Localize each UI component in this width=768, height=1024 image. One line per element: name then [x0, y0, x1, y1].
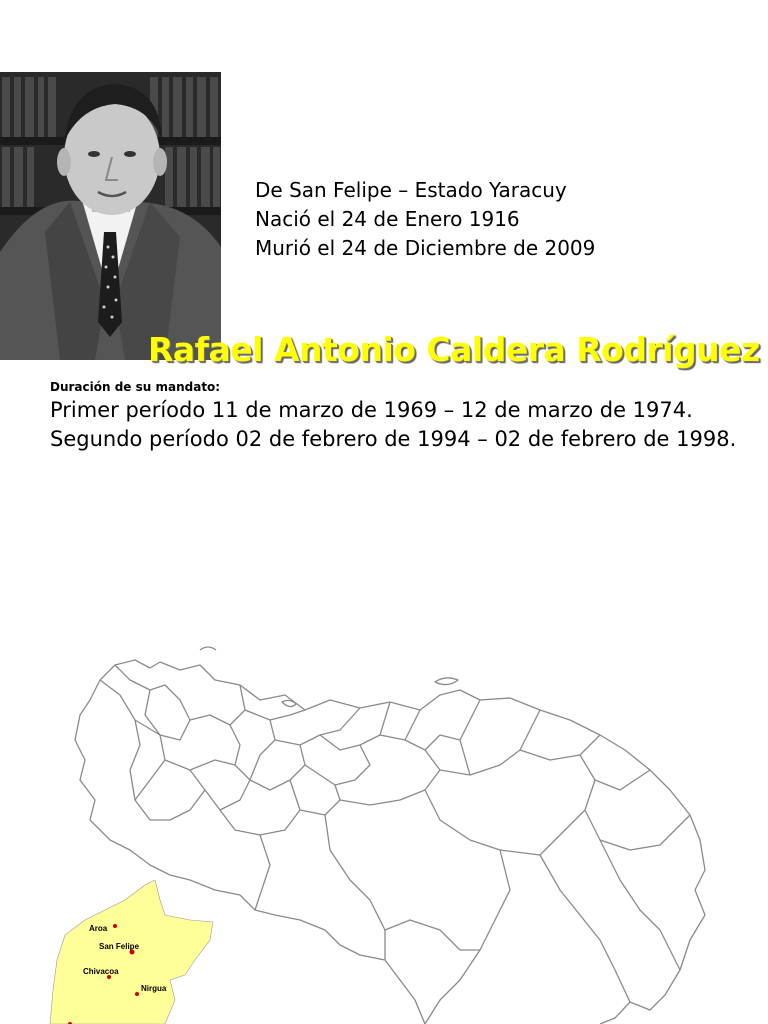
portrait-photo — [0, 72, 221, 360]
mandate-label: Duración de su mandato: — [50, 380, 221, 394]
first-period-text: Primer período 11 de marzo de 1969 – 12 de marzo de 1974. — [50, 398, 693, 422]
aroa-marker — [113, 924, 117, 928]
nirgua-marker — [135, 992, 139, 996]
birthplace-text: De San Felipe – Estado Yaracuy — [255, 178, 567, 202]
place-label-aroa: Aroa — [89, 924, 108, 933]
portrait-illustration — [0, 72, 221, 360]
death-date-text: Murió el 24 de Diciembre de 2009 — [255, 236, 596, 260]
mandate-periods — [50, 396, 736, 454]
president-name-title: Rafael Antonio Caldera Rodríguez — [148, 330, 760, 369]
place-label-nirgua: Nirgua — [141, 984, 167, 993]
second-period-text: Segundo período 02 de febrero de 1994 – 02 de febrero de 1998. — [50, 427, 737, 451]
biography — [255, 176, 595, 263]
yaracuy-state-shape — [45, 880, 225, 1024]
place-label-san-felipe: San Felipe — [99, 942, 140, 951]
yaracuy-inset-map — [45, 880, 225, 1024]
place-label-chivacoa: Chivacoa — [83, 967, 119, 976]
birth-date-text: Nació el 24 de Enero 1916 — [255, 207, 520, 231]
